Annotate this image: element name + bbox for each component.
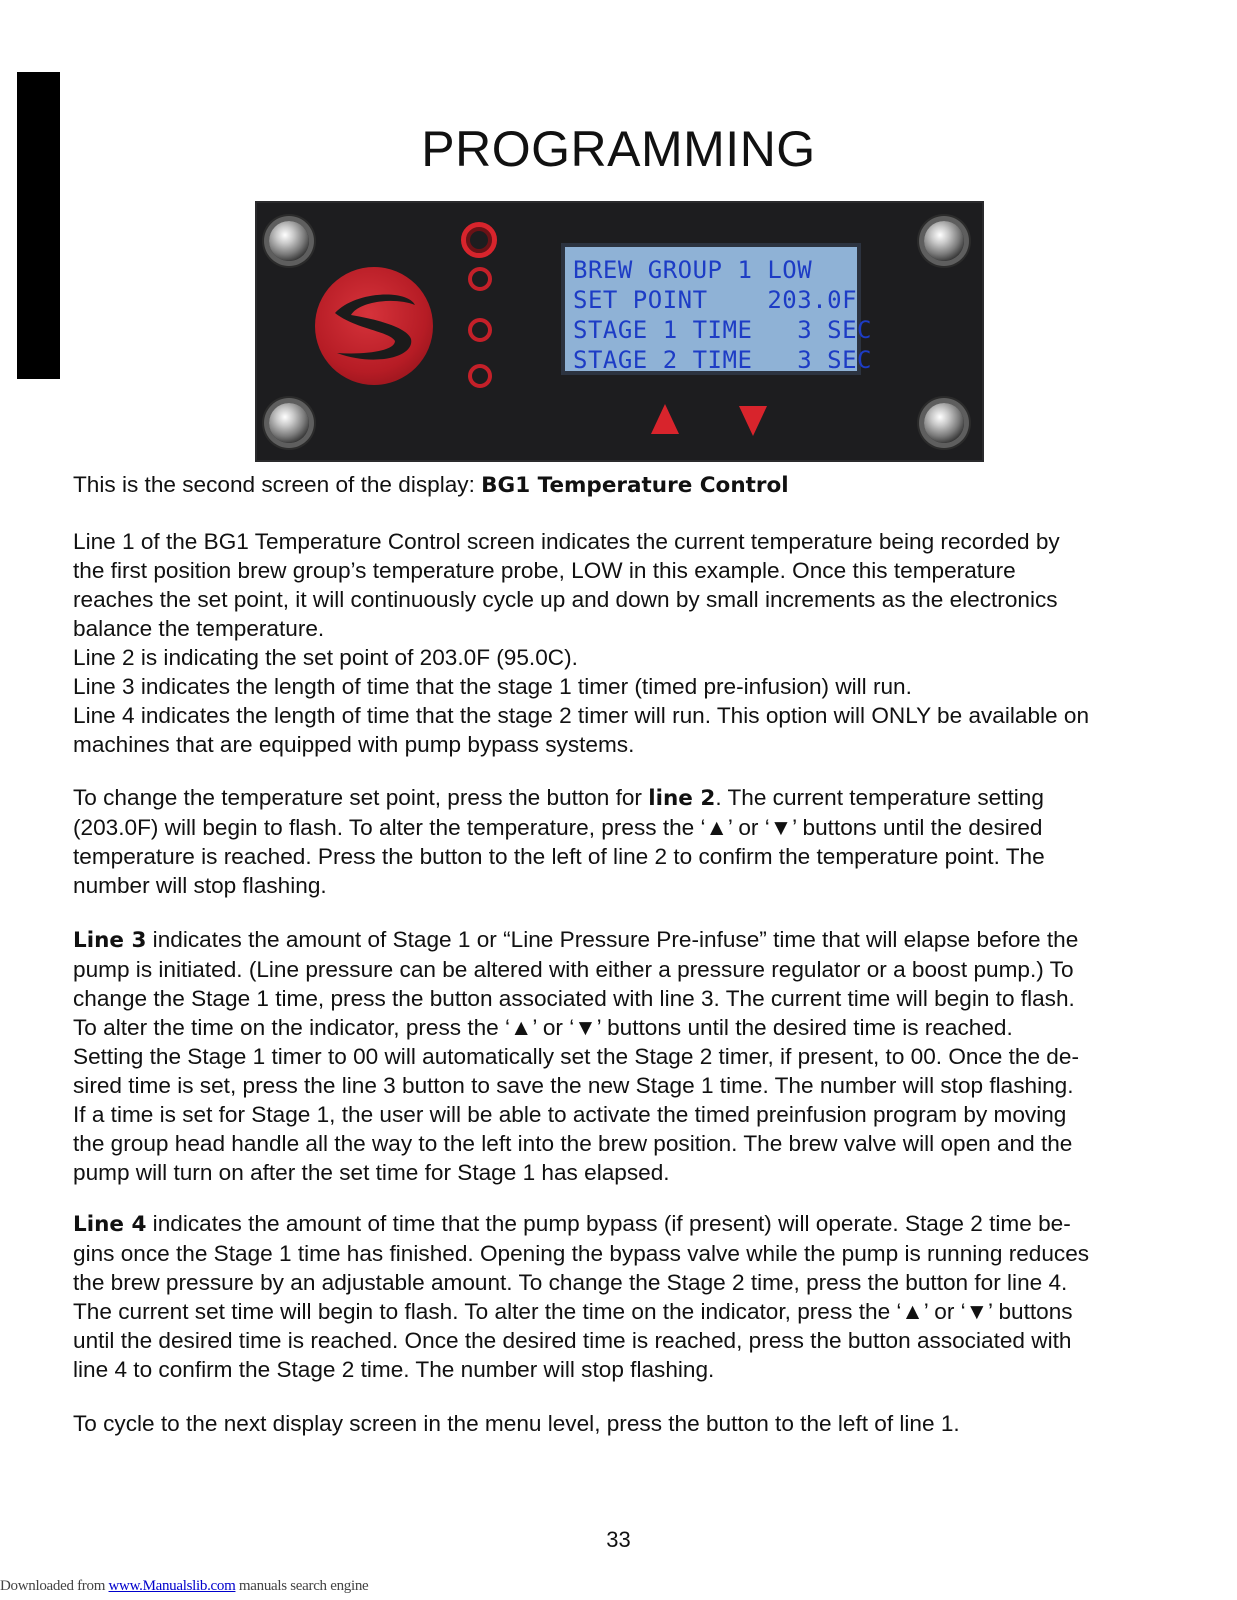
line3-line: change the Stage 1 time, press the button associated with line 3. The current time will begin to flash. <box>73 986 1075 1011</box>
line3-line: If a time is set for Stage 1, the user will be able to activate the timed preinfusion program by moving <box>73 1102 1067 1127</box>
line3-line: pump is initiated. (Line pressure can be altered with either a pressure regulator or a boost pump.) To <box>73 957 1074 982</box>
control-panel-photo <box>255 201 984 462</box>
screw-bottom-right <box>924 403 964 443</box>
manualslib-link[interactable]: www.Manualslib.com <box>108 1578 236 1594</box>
line4-rest: indicates the amount of time that the pump bypass (if present) will operate. Stage 2 time be- <box>146 1211 1071 1236</box>
line3-line: Setting the Stage 1 timer to 00 will automatically set the Stage 2 timer, if present, to 00. Once the de- <box>73 1044 1079 1069</box>
page-number: 33 <box>606 1527 631 1552</box>
cycle-text: To cycle to the next display screen in the menu level, press the button to the left of line 1. <box>73 1411 960 1436</box>
lcd-line-1: BREW GROUP 1 LOW <box>573 256 813 284</box>
intro-paragraph <box>73 470 1173 500</box>
screw-bottom-left <box>269 403 309 443</box>
temperature-change-paragraph <box>73 783 1173 900</box>
footer-prefix: Downloaded from <box>0 1578 109 1594</box>
temp-change-pre: To change the temperature set point, press the button for <box>73 785 649 810</box>
down-arrow-button[interactable] <box>739 406 767 436</box>
line3-line: the group head handle all the way to the left into the brew position. The brew valve will open and the <box>73 1131 1073 1156</box>
line3-line: pump will turn on after the set time for Stage 1 has elapsed. <box>73 1160 670 1185</box>
line4-line: the brew pressure by an adjustable amount. To change the Stage 2 time, press the button for line 4. <box>73 1270 1068 1295</box>
line1-button[interactable] <box>461 222 497 258</box>
lcd-line-2: SET POINT 203.0F <box>573 286 858 314</box>
line4-line: The current set time will begin to flash. To alter the time on the indicator, press the ‘▲’ or ‘▼’ buttons <box>73 1299 1073 1324</box>
line3-rest: indicates the amount of Stage 1 or “Line Pressure Pre-infuse” time that will elapse before the <box>146 927 1079 952</box>
temp-change-bold: line 2 <box>648 786 716 811</box>
temp-change-line: number will stop flashing. <box>73 873 327 898</box>
footer-suffix: manuals search engine <box>235 1578 369 1594</box>
line4-line: until the desired time is reached. Once the desired time is reached, press the button associated with <box>73 1328 1072 1353</box>
download-footer <box>0 1578 368 1595</box>
intro-bold: BG1 Temperature Control <box>481 473 789 498</box>
cycle-paragraph <box>73 1409 1173 1438</box>
desc-line: Line 4 indicates the length of time that the stage 2 timer will run. This option will ONLY be available on <box>73 703 1090 728</box>
desc-line: Line 2 is indicating the set point of 203.0F (95.0C). <box>73 645 578 670</box>
line4-bold: Line 4 <box>73 1212 147 1237</box>
up-arrow-button[interactable] <box>651 404 679 434</box>
lcd-display <box>561 243 872 375</box>
lines-description <box>73 527 1173 759</box>
page-title: PROGRAMMING <box>421 121 816 177</box>
desc-line: Line 1 of the BG1 Temperature Control screen indicates the current temperature being recorded by <box>73 529 1060 554</box>
desc-line: reaches the set point, it will continuously cycle up and down by small increments as the electronics <box>73 587 1058 612</box>
screw-top-right <box>924 221 964 261</box>
line4-line: line 4 to confirm the Stage 2 time. The number will stop flashing. <box>73 1357 715 1382</box>
desc-line: balance the temperature. <box>73 616 325 641</box>
temp-change-line: (203.0F) will begin to flash. To alter the temperature, press the ‘▲’ or ‘▼’ buttons until the desired <box>73 815 1043 840</box>
line3-bold: Line 3 <box>73 928 147 953</box>
line4-button[interactable] <box>468 364 492 388</box>
line3-line: To alter the time on the indicator, press the ‘▲’ or ‘▼’ buttons until the desired time is reached. <box>73 1015 1013 1040</box>
screw-top-left <box>269 221 309 261</box>
line4-paragraph <box>73 1209 1173 1384</box>
side-tab-bar <box>17 72 60 379</box>
temp-change-line: temperature is reached. Press the button to the left of line 2 to confirm the temperature point. The <box>73 844 1045 869</box>
lcd-line-3: STAGE 1 TIME 3 SEC <box>573 316 872 344</box>
line3-paragraph <box>73 925 1173 1187</box>
line4-line: gins once the Stage 1 time has finished. Opening the bypass valve while the pump is running reduces <box>73 1241 1090 1266</box>
intro-text: This is the second screen of the display: <box>73 472 482 497</box>
temp-change-rest: . The current temperature setting <box>715 785 1044 810</box>
line3-line: sired time is set, press the line 3 button to save the new Stage 1 time. The number will stop flashing. <box>73 1073 1074 1098</box>
brand-logo <box>315 267 433 385</box>
line2-button[interactable] <box>468 267 492 291</box>
desc-line: machines that are equipped with pump bypass systems. <box>73 732 635 757</box>
lcd-line-4: STAGE 2 TIME 3 SEC <box>573 346 872 374</box>
desc-line: the first position brew group’s temperature probe, LOW in this example. Once this temperature <box>73 558 1016 583</box>
line3-button[interactable] <box>468 318 492 342</box>
desc-line: Line 3 indicates the length of time that the stage 1 timer (timed pre-infusion) will run. <box>73 674 912 699</box>
